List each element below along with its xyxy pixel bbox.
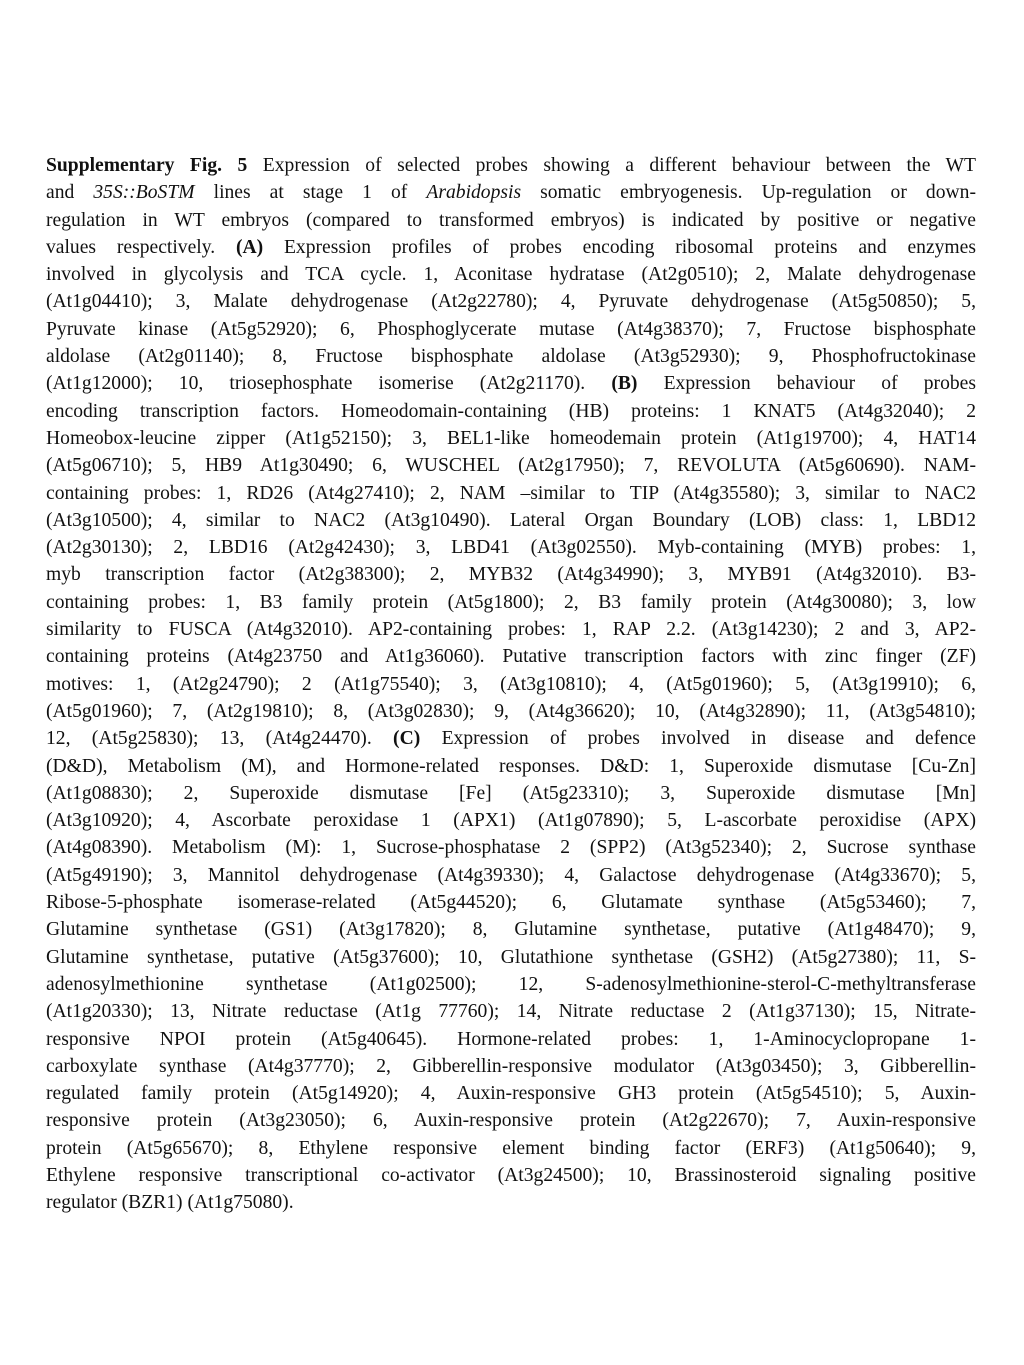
caption-text: (At3g10920); 4, Ascorbate peroxidase 1 (APX1) (At1g07890); 5, L-ascorbate peroxidise (APX) <box>46 810 976 832</box>
caption-line <box>46 534 976 561</box>
caption-line <box>46 288 976 315</box>
caption-text: regulator (BZR1) (At1g75080). <box>46 1192 294 1214</box>
caption-text: containing proteins (At4g23750 and At1g36060). Putative transcription factors with zinc finger (ZF) <box>46 646 976 668</box>
caption-line <box>46 179 976 206</box>
caption-text: containing probes: 1, RD26 (At4g27410); 2, NAM –similar to TIP (At4g35580); 3, similar to NAC2 <box>46 482 976 504</box>
caption-line <box>46 425 976 452</box>
caption-line-text <box>46 998 976 1025</box>
caption-line <box>46 671 976 698</box>
caption-line-text <box>46 944 976 971</box>
caption-line-text <box>46 753 976 780</box>
caption-line-text <box>46 780 976 807</box>
caption-line-text <box>46 807 976 834</box>
caption-text: Ethylene responsive transcriptional co-activator (At3g24500); 10, Brassinosteroid signaling positive <box>46 1164 976 1186</box>
caption-line-text <box>46 234 976 261</box>
caption-text: (At1g04410); 3, Malate dehydrogenase (At2g22780); 4, Pyruvate dehydrogenase (At5g50850); 5, <box>46 291 976 313</box>
caption-line <box>46 1026 976 1053</box>
caption-line <box>46 971 976 998</box>
caption-line-text <box>46 288 976 315</box>
caption-line <box>46 944 976 971</box>
caption-line <box>46 480 976 507</box>
caption-line <box>46 152 976 179</box>
caption-line <box>46 807 976 834</box>
caption-text: Homeobox-leucine zipper (At1g52150); 3, BEL1-like homeodemain protein (At1g19700); 4, HAT14 <box>46 427 976 449</box>
caption-text: adenosylmethionine synthetase (At1g02500); 12, S-adenosylmethionine-sterol-C-methyltransferase <box>46 973 976 995</box>
caption-text: (At3g10500); 4, similar to NAC2 (At3g10490). Lateral Organ Boundary (LOB) class: 1, LBD12 <box>46 509 976 531</box>
caption-text: regulation in WT embryos (compared to transformed embryos) is indicated by positive or negative <box>46 209 976 231</box>
italic-term: Arabidopsis <box>426 182 522 204</box>
caption-line-text <box>46 643 976 670</box>
caption-line-text <box>46 1162 976 1189</box>
caption-text: responsive NPOI protein (At5g40645). Hormone-related probes: 1, 1-Aminocyclopropane 1- <box>46 1028 976 1050</box>
caption-text: Expression profiles of probes encoding ribosomal proteins and enzymes <box>263 236 976 258</box>
caption-text: (At1g20330); 13, Nitrate reductase (At1g 77760); 14, Nitrate reductase 2 (At1g37130); 15, Nitrate- <box>46 1001 976 1023</box>
caption-line <box>46 234 976 261</box>
caption-line-text <box>46 452 976 479</box>
caption-line-text <box>46 862 976 889</box>
caption-line <box>46 207 976 234</box>
caption-line <box>46 1053 976 1080</box>
caption-text: motives: 1, (At2g24790); 2 (At1g75540); 3, (At3g10810); 4, (At5g01960); 5, (At3g19910); 6, <box>46 673 976 695</box>
caption-text: (At4g08390). Metabolism (M): 1, Sucrose-phosphatase 2 (SPP2) (At3g52340); 2, Sucrose synthase <box>46 837 976 859</box>
caption-text: lines at stage 1 of <box>194 182 427 204</box>
caption-line-text <box>46 316 976 343</box>
caption-line <box>46 507 976 534</box>
caption-text: carboxylate synthase (At4g37770); 2, Gibberellin-responsive modulator (At3g03450); 3, Gibberellin- <box>46 1055 976 1077</box>
caption-line <box>46 261 976 288</box>
caption-text: Ribose-5-phosphate isomerase-related (At5g44520); 6, Glutamate synthase (At5g53460); 7, <box>46 892 976 914</box>
caption-text: encoding transcription factors. Homeodomain-containing (HB) proteins: 1 KNAT5 (At4g32040); 2 <box>46 400 976 422</box>
caption-line <box>46 398 976 425</box>
caption-line-text <box>46 425 976 452</box>
caption-line-text <box>46 207 976 234</box>
caption-text: Glutamine synthetase, putative (At5g37600); 10, Glutathione synthetase (GSH2) (At5g27380); 11, S- <box>46 946 976 968</box>
caption-line-text <box>46 698 976 725</box>
caption-text: aldolase (At2g01140); 8, Fructose bisphosphate aldolase (At3g52930); 9, Phosphofructokinase <box>46 346 976 368</box>
caption-line <box>46 916 976 943</box>
caption-line-text <box>46 1135 976 1162</box>
caption-line-text <box>46 889 976 916</box>
bold-label: (B) <box>611 373 638 395</box>
caption-line-text <box>46 1189 976 1216</box>
caption-line <box>46 561 976 588</box>
caption-line <box>46 452 976 479</box>
caption-line <box>46 1080 976 1107</box>
caption-text: 12, (At5g25830); 13, (At4g24470). <box>46 728 394 750</box>
caption-line-text <box>46 179 976 206</box>
caption-line <box>46 1135 976 1162</box>
bold-label: (C) <box>393 728 421 750</box>
caption-line-text <box>46 507 976 534</box>
caption-line-text <box>46 671 976 698</box>
caption-line-text <box>46 916 976 943</box>
caption-text: Pyruvate kinase (At5g52920); 6, Phosphoglycerate mutase (At4g38370); 7, Fructose bisphosphate <box>46 318 976 340</box>
caption-line <box>46 1189 976 1216</box>
caption-line-text <box>46 152 976 179</box>
caption-line <box>46 343 976 370</box>
caption-text: protein (At5g65670); 8, Ethylene responsive element binding factor (ERF3) (At1g50640); 9, <box>46 1137 976 1159</box>
caption-text: (D&D), Metabolism (M), and Hormone-related responses. D&D: 1, Superoxide dismutase [Cu-Zn] <box>46 755 976 777</box>
caption-line <box>46 1162 976 1189</box>
bold-label: (A) <box>235 236 264 258</box>
caption-text: involved in glycolysis and TCA cycle. 1, Aconitase hydratase (At2g0510); 2, Malate dehydrogenase <box>46 264 976 286</box>
caption-line <box>46 834 976 861</box>
caption-line <box>46 643 976 670</box>
caption-line <box>46 753 976 780</box>
caption-text: similarity to FUSCA (At4g32010). AP2-containing probes: 1, RAP 2.2. (At3g14230); 2 and 3, AP2- <box>46 619 976 641</box>
caption-line <box>46 589 976 616</box>
bold-label: Supplementary Fig. 5 <box>46 155 248 176</box>
caption-line <box>46 370 976 397</box>
caption-line <box>46 1107 976 1134</box>
caption-line-text <box>46 261 976 288</box>
caption-text: myb transcription factor (At2g38300); 2, MYB32 (At4g34990); 3, MYB91 (At4g32010). B3- <box>46 564 976 586</box>
caption-line-text <box>46 1080 976 1107</box>
caption-text: containing probes: 1, B3 family protein (At5g1800); 2, B3 family protein (At4g30080); 3, low <box>46 591 976 613</box>
caption-line-text <box>46 725 976 752</box>
caption-line-text <box>46 1107 976 1134</box>
caption-line-text <box>46 561 976 588</box>
caption-line-text <box>46 834 976 861</box>
caption-line <box>46 862 976 889</box>
caption-text: (At5g06710); 5, HB9 At1g30490; 6, WUSCHEL (At2g17950); 7, REVOLUTA (At5g60690). NAM- <box>46 455 976 477</box>
caption-text: (At1g08830); 2, Superoxide dismutase [Fe] (At5g23310); 3, Superoxide dismutase [Mn] <box>46 782 976 804</box>
caption-line-text <box>46 1053 976 1080</box>
caption-line-text <box>46 480 976 507</box>
caption-line <box>46 698 976 725</box>
caption-text: (At1g12000); 10, triosephosphate isomerise (At2g21170). <box>46 373 612 395</box>
caption-line <box>46 780 976 807</box>
caption-line <box>46 998 976 1025</box>
caption-text: somatic embryogenesis. Up-regulation or down- <box>521 182 976 204</box>
caption-line <box>46 889 976 916</box>
caption-text: responsive protein (At3g23050); 6, Auxin-responsive protein (At2g22670); 7, Auxin-responsive <box>46 1110 976 1132</box>
caption-line-text <box>46 398 976 425</box>
caption-line-text <box>46 343 976 370</box>
caption-text: (At5g49190); 3, Mannitol dehydrogenase (At4g39330); 4, Galactose dehydrogenase (At4g33670); 5, <box>46 864 976 886</box>
caption-line-text <box>46 589 976 616</box>
caption-text: Expression behaviour of probes <box>637 373 976 395</box>
caption-line-text <box>46 971 976 998</box>
caption-text: regulated family protein (At5g14920); 4, Auxin-responsive GH3 protein (At5g54510); 5, Auxin- <box>46 1083 976 1105</box>
caption-line <box>46 316 976 343</box>
caption-line-text <box>46 534 976 561</box>
caption-line-text <box>46 616 976 643</box>
caption-line-text <box>46 370 976 397</box>
caption-text: Expression of selected probes showing a different behaviour between the WT <box>247 155 976 176</box>
caption-text: Expression of probes involved in disease and defence <box>420 728 976 750</box>
caption-line-text <box>46 1026 976 1053</box>
caption-text: (At5g01960); 7, (At2g19810); 8, (At3g02830); 9, (At4g36620); 10, (At4g32890); 11, (At3g54810); <box>46 700 976 722</box>
caption-text: (At2g30130); 2, LBD16 (At2g42430); 3, LBD41 (At3g02550). Myb-containing (MYB) probes: 1, <box>46 537 976 559</box>
caption-text: and <box>46 182 94 204</box>
caption-text: Glutamine synthetase (GS1) (At3g17820); 8, Glutamine synthetase, putative (At1g48470); 9, <box>46 919 976 941</box>
italic-term: 35S::BoSTM <box>93 182 195 204</box>
caption-text: values respectively. <box>46 236 236 258</box>
caption-line <box>46 725 976 752</box>
caption-line <box>46 616 976 643</box>
figure-caption <box>46 152 976 1217</box>
